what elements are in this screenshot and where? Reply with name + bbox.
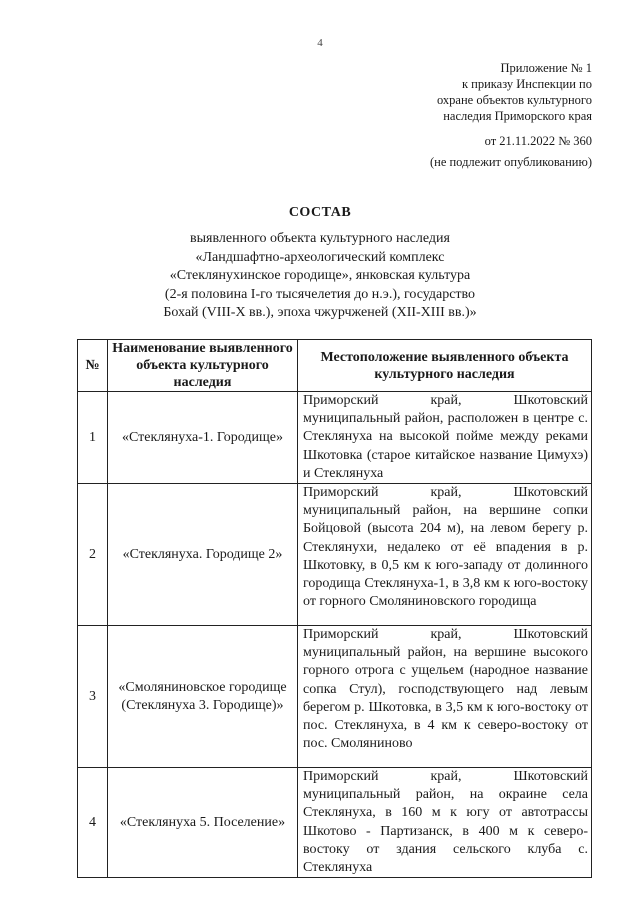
header-name: Наименование выявленного объекта культурного наследия bbox=[108, 340, 298, 392]
subtitle-line: «Стеклянухинское городище», янковская культура bbox=[169, 268, 471, 283]
row-location: Приморский край, Шкотовский муниципальный район, расположен в центре с. Стеклянуха на высокой пойме между реками Шкотовка (старое китайское название Цимухэ) и Стеклянуха bbox=[298, 392, 592, 484]
subtitle-line: Бохай (VIII-X вв.), эпоха чжурчженей (XII-XIII вв.)» bbox=[163, 305, 477, 320]
row-name: «Стеклянуха. Городище 2» bbox=[108, 484, 298, 626]
appendix-block bbox=[352, 60, 592, 124]
document-subtitle bbox=[0, 230, 640, 323]
row-location: Приморский край, Шкотовский муниципальный район, на окраине села Стеклянуха, в 160 м к югу от автотрассы Шкотово - Партизанск, в 400 м к северо-востоку от здания сельского клуба с. Стеклянуха bbox=[298, 768, 592, 878]
row-num: 2 bbox=[78, 484, 108, 626]
appendix-line: наследия Приморского края bbox=[443, 109, 592, 123]
row-name: «Стеклянуха 5. Поселение» bbox=[108, 768, 298, 878]
document-title: СОСТАВ bbox=[288, 205, 352, 220]
subtitle-line: (2-я половина I-го тысячелетия до н.э.), государство bbox=[164, 286, 476, 302]
subtitle-line: «Ландшафтно-археологический комплекс bbox=[195, 249, 445, 265]
header-num: № bbox=[78, 340, 108, 392]
appendix-line: к приказу Инспекции по bbox=[461, 77, 592, 91]
row-num: 3 bbox=[78, 626, 108, 768]
order-date: от 21.11.2022 № 360 bbox=[484, 134, 592, 148]
table-row bbox=[78, 768, 592, 878]
heritage-objects-table bbox=[77, 339, 592, 878]
table-row bbox=[78, 484, 592, 626]
table-row bbox=[78, 626, 592, 768]
appendix-line: Приложение № 1 bbox=[500, 61, 592, 75]
header-location: Местоположение выявленного объекта культурного наследия bbox=[298, 340, 592, 392]
row-name: «Стеклянуха-1. Городище» bbox=[108, 392, 298, 484]
row-num: 1 bbox=[78, 392, 108, 484]
table-row bbox=[78, 392, 592, 484]
row-location: Приморский край, Шкотовский муниципальный район, на вершине сопки Бойцовой (высота 204 м), на левом берегу р. Стеклянухи, недалеко от её впадения в р. Шкотовку, в 0,5 км к юго-западу от долинного городища Стеклянуха-1, в 3,8 км к юго-востоку от горного Смоляниновского городища bbox=[298, 484, 592, 626]
row-location: Приморский край, Шкотовский муниципальный район, на вершине высокого горного отрога с ущельем (народное название сопка Стул), господствующего над левым берегом р. Шкотовка, в 3,5 км к юго-востоку от пос. Стеклянуха, в 4 км к северо-востоку от пос. Смоляниново bbox=[298, 626, 592, 768]
row-name: «Смоляниновское городище (Стеклянуха 3. Городище)» bbox=[108, 626, 298, 768]
appendix-line: охране объектов культурного bbox=[436, 93, 592, 107]
subtitle-line: выявленного объекта культурного наследия bbox=[190, 231, 450, 246]
row-num: 4 bbox=[78, 768, 108, 878]
publication-note: (не подлежит опубликованию) bbox=[429, 155, 592, 169]
page-number: 4 bbox=[317, 37, 323, 49]
table-header-row bbox=[78, 340, 592, 392]
